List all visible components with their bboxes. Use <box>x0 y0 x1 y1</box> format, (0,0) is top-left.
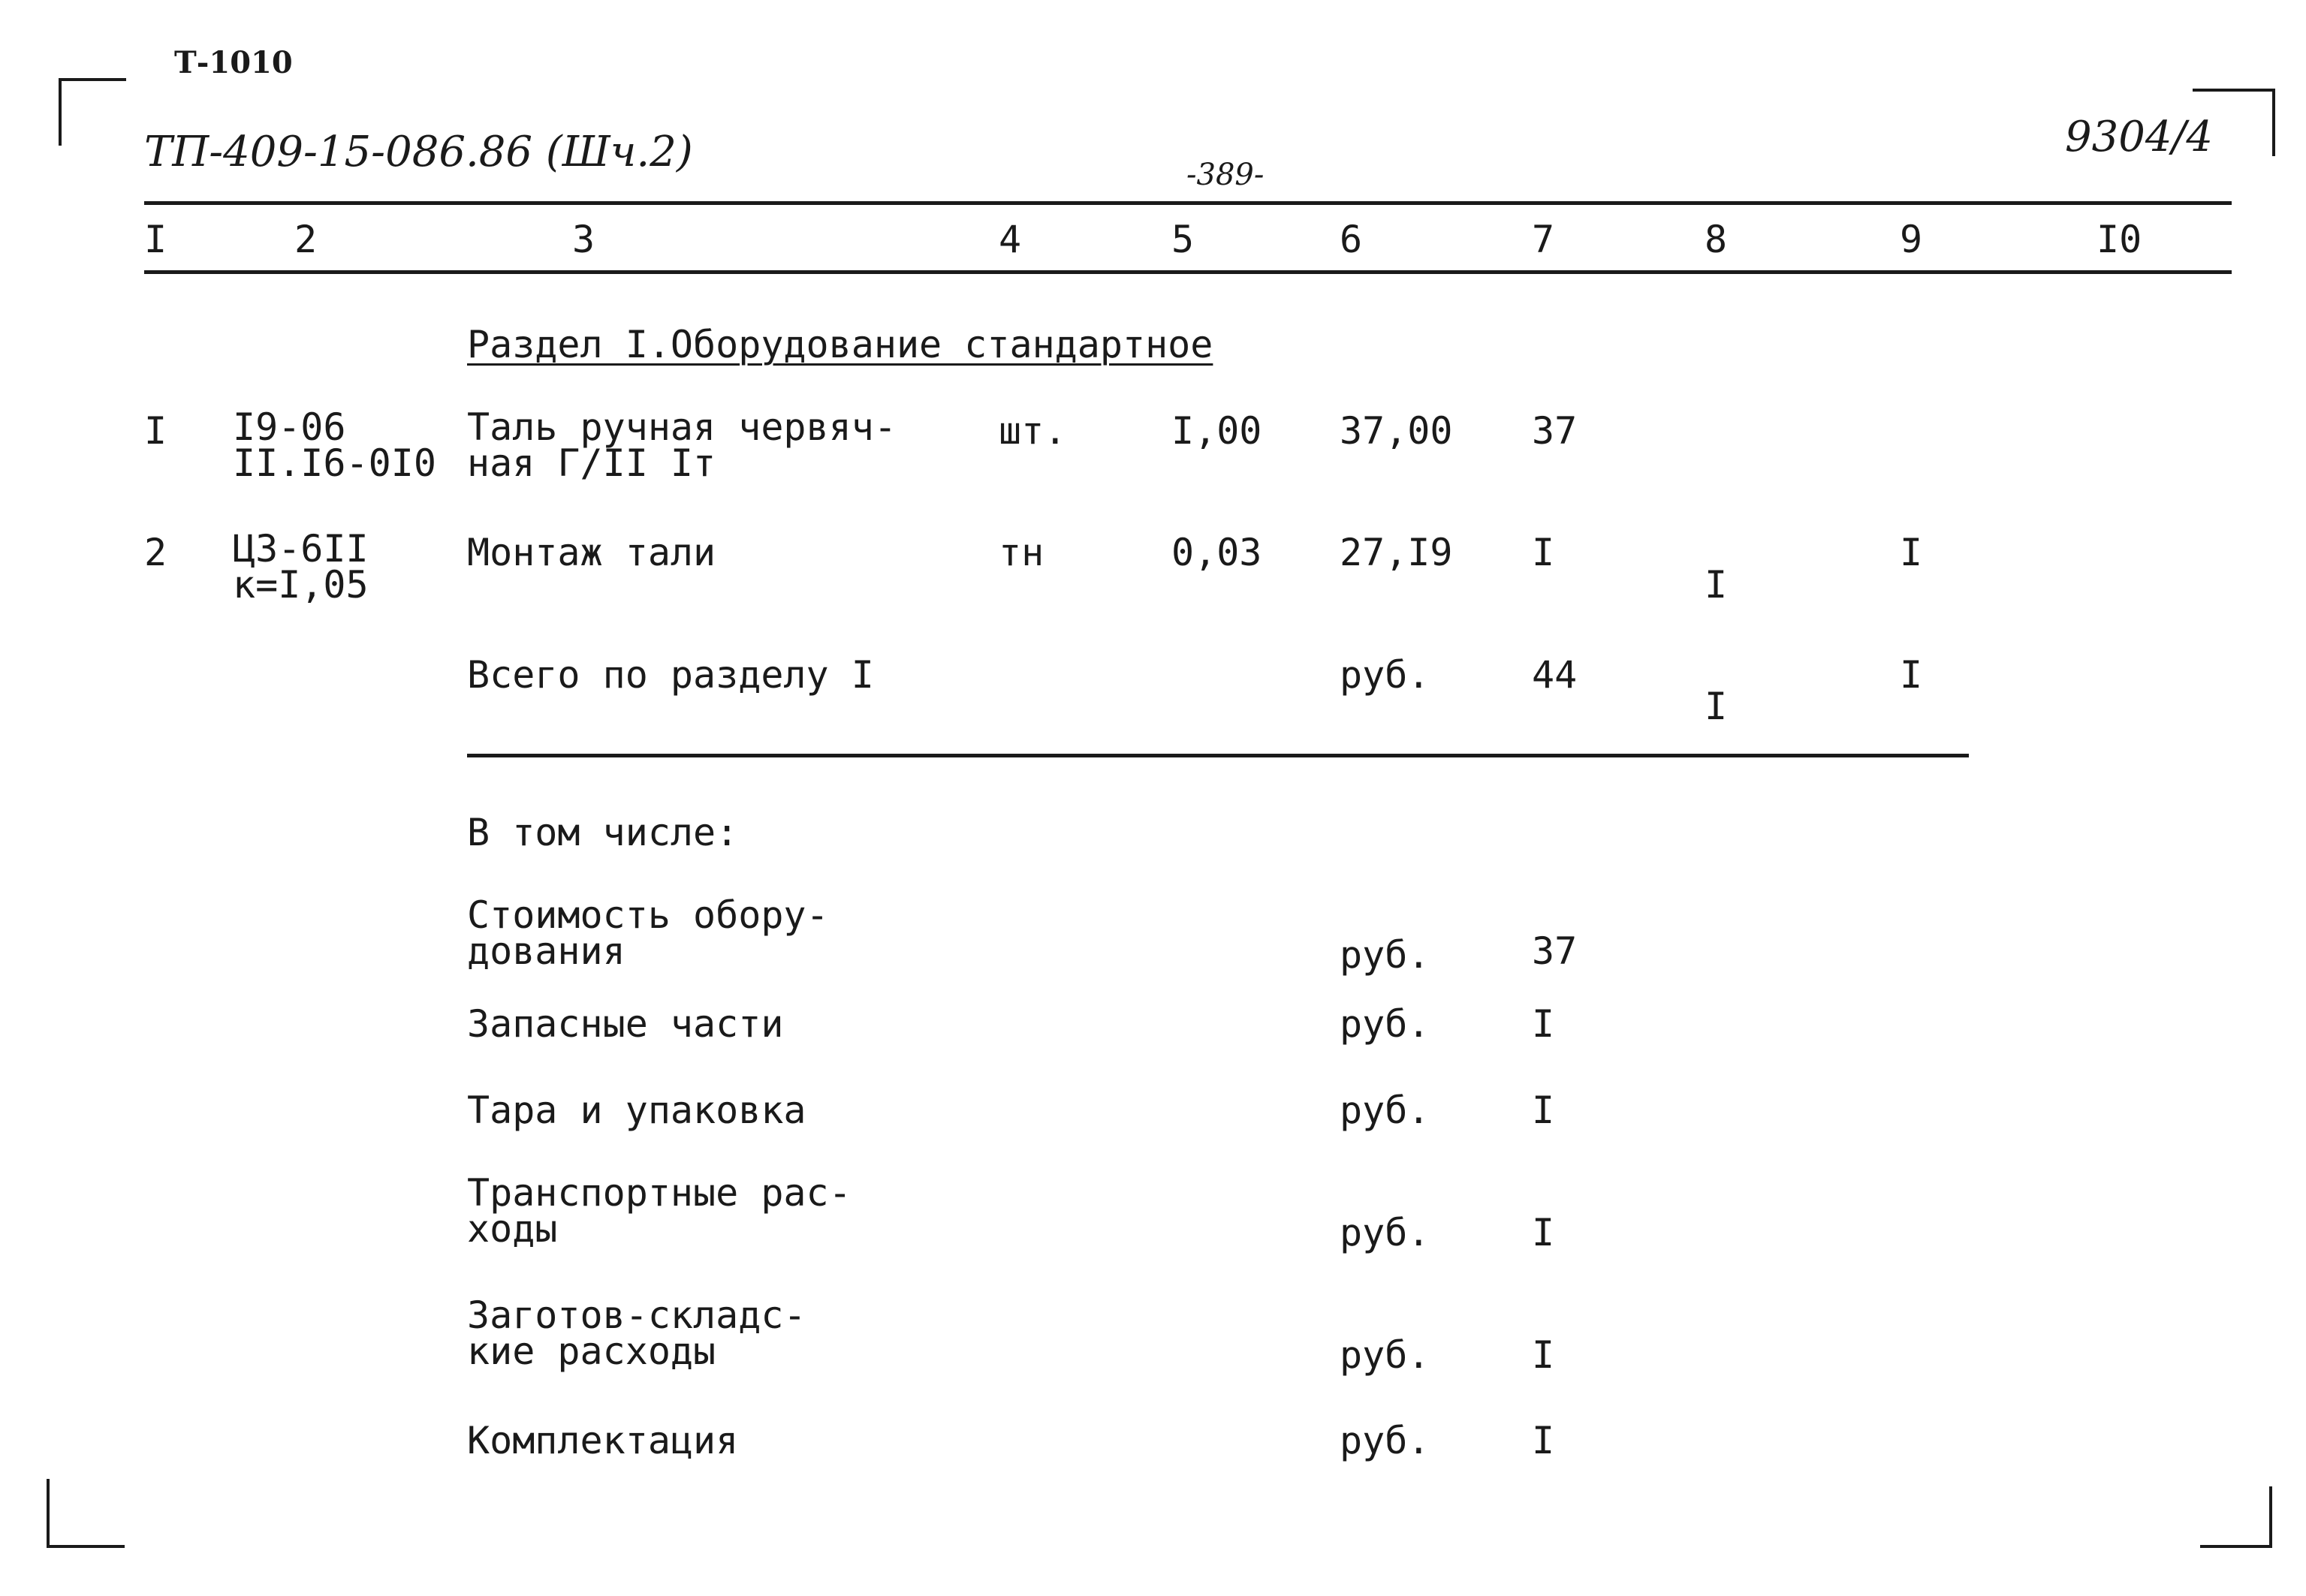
breakdown-label: Транспортные рас- ходы <box>467 1171 852 1251</box>
column-header-10: I0 <box>2097 218 2142 261</box>
row-col9: I <box>1900 531 1923 574</box>
column-header-2: 2 <box>294 218 318 261</box>
column-header-1: I <box>144 218 167 261</box>
row-unit: тн <box>999 531 1044 574</box>
column-header-4: 4 <box>999 218 1022 261</box>
row-name: Таль ручная червяч- ная Г/II Iт <box>467 405 897 485</box>
breakdown-unit: руб. <box>1340 1419 1430 1462</box>
breakdown-label: Запасные части <box>467 1002 784 1046</box>
row-number: I <box>144 409 167 453</box>
row-number: 2 <box>144 531 167 574</box>
breakdown-unit: руб. <box>1340 1211 1430 1254</box>
including-label: В том числе: <box>467 811 739 854</box>
section-total-col8: I <box>1705 685 1728 728</box>
column-header-7: 7 <box>1532 218 1555 261</box>
breakdown-unit: руб. <box>1340 933 1430 977</box>
column-header-5: 5 <box>1171 218 1195 261</box>
section-title: Раздел I.Оборудование стандартное <box>467 323 1213 366</box>
row-code: ЦЗ-6II к=I,05 <box>233 527 369 607</box>
breakdown-value: I <box>1532 1419 1555 1462</box>
breakdown-value: I <box>1532 1089 1555 1132</box>
row-code: I9-06 II.I6-0I0 <box>233 405 436 485</box>
column-header-8: 8 <box>1705 218 1728 261</box>
header-rule-bottom <box>144 270 2232 274</box>
breakdown-label: Комплектация <box>467 1419 739 1462</box>
row-total: 37 <box>1532 409 1578 453</box>
row-unit: шт. <box>999 409 1067 453</box>
section-total-value: 44 <box>1532 653 1578 697</box>
row-total: I <box>1532 531 1555 574</box>
row-price: 27,I9 <box>1340 531 1453 574</box>
section-total-col9: I <box>1900 653 1923 697</box>
total-rule <box>467 754 1969 757</box>
section-total-unit: руб. <box>1340 653 1430 697</box>
page-number: -389- <box>1186 158 1265 192</box>
header-rule-top <box>144 201 2232 205</box>
breakdown-unit: руб. <box>1340 1002 1430 1046</box>
row-quantity: I,00 <box>1171 409 1262 453</box>
breakdown-unit: руб. <box>1340 1089 1430 1132</box>
breakdown-label: Стоимость обору- дования <box>467 893 829 973</box>
section-total-label: Всего по разделу I <box>467 653 874 697</box>
row-name: Монтаж тали <box>467 531 716 574</box>
breakdown-value: I <box>1532 1333 1555 1377</box>
column-header-9: 9 <box>1900 218 1923 261</box>
breakdown-label: Тара и упаковка <box>467 1089 806 1132</box>
column-header-6: 6 <box>1340 218 1363 261</box>
breakdown-label: Заготов-складс- кие расходы <box>467 1293 806 1373</box>
registration-number: 9304/4 <box>2065 113 2214 161</box>
row-price: 37,00 <box>1340 409 1453 453</box>
breakdown-unit: руб. <box>1340 1333 1430 1377</box>
document-code: ТП-409-15-086.86 (Шч.2) <box>144 128 693 176</box>
column-header-3: 3 <box>572 218 595 261</box>
sheet-code: Т-1010 <box>174 45 293 80</box>
breakdown-value: I <box>1532 1211 1555 1254</box>
breakdown-value: I <box>1532 1002 1555 1046</box>
breakdown-value: 37 <box>1532 929 1578 973</box>
row-col8: I <box>1705 563 1728 607</box>
row-quantity: 0,03 <box>1171 531 1262 574</box>
